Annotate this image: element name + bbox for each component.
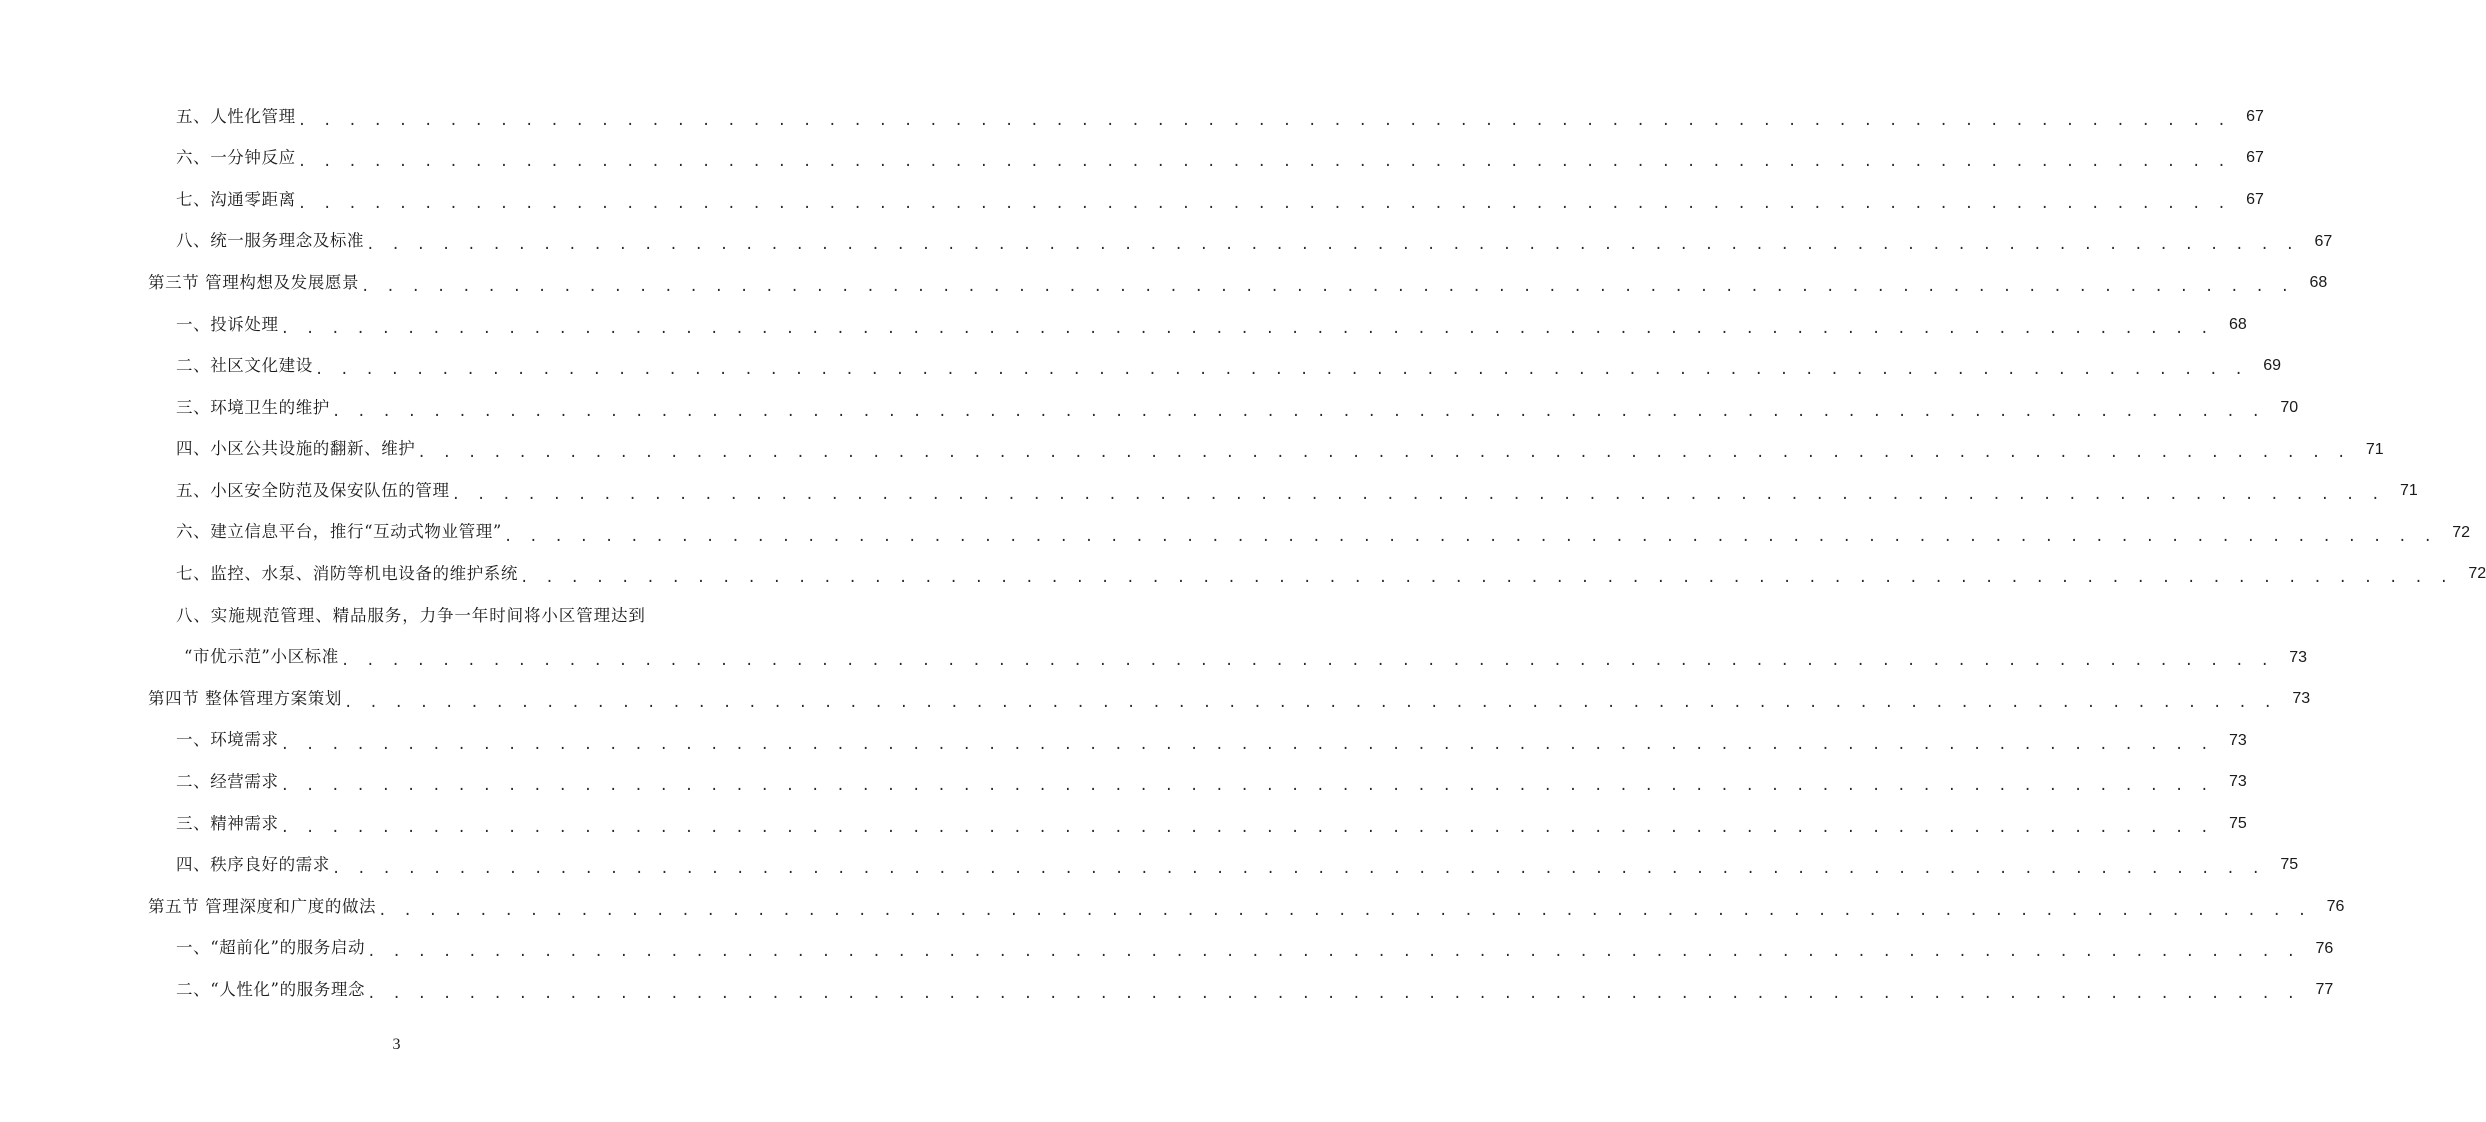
toc-entry-page: 68 xyxy=(2229,315,2247,333)
toc-entry-page: 71 xyxy=(2365,440,2384,458)
toc-entry-label: 一、环境需求 xyxy=(176,730,279,750)
toc-entry-label: 七、沟通零距离 xyxy=(176,189,296,209)
toc-entry[interactable] xyxy=(0,429,2384,471)
toc-dot-leader: . . . . . . . . . . . . . . . . . . . . . . . . . . . . . . . . . . . . . . . . . . . . . . . . . . . . . . . . . . . . . . . . . . . . . . . . . . . . . xyxy=(367,944,2300,961)
toc-entry-label: 五、人性化管理 xyxy=(176,106,296,126)
toc-dot-leader: . . . . . . . . . . . . . . . . . . . . . . . . . . . . . . . . . . . . . . . . . . . . . . . . . . . . . . . . . . . . . . . . . . . . . . . . . . . . . xyxy=(331,403,2265,420)
toc-dot-leader: . . . . . . . . . . . . . . . . . . . . . . . . . . . . . . . . . . . . . . . . . . . . . . . . . . . . . . . . . . . . . . . . . . . . . . . . . . . . . xyxy=(417,445,2350,462)
toc-entry-label: 第三节 管理构想及发展愿景 xyxy=(148,272,360,292)
toc-entry[interactable] xyxy=(0,221,2333,263)
toc-entry-page: 72 xyxy=(2468,565,2486,583)
toc-dot-leader: . . . . . . . . . . . . . . . . . . . . . . . . . . . . . . . . . . . . . . . . . . . . . . . . . . . . . . . . . . . . . . . . . . . . . . . . . . . . . xyxy=(297,112,2230,129)
toc-dot-leader: . . . . . . . . . . . . . . . . . . . . . . . . . . . . . . . . . . . . . . . . . . . . . . . . . . . . . . . . . . . . . . . . . . . . . . . . . . . . . xyxy=(340,653,2274,670)
toc-entry-label: 二、经营需求 xyxy=(176,772,279,792)
toc-entry-page: 73 xyxy=(2292,690,2311,708)
toc-entry[interactable] xyxy=(0,762,2247,804)
toc-entry[interactable] xyxy=(0,512,2471,554)
toc-section-entry[interactable] xyxy=(0,678,2311,720)
toc-entry-label: 一、投诉处理 xyxy=(176,314,279,334)
toc-entry[interactable] xyxy=(0,346,2282,388)
toc-entry-page: 77 xyxy=(2315,981,2334,999)
toc-entry[interactable] xyxy=(0,96,2264,138)
toc-entry-page: 70 xyxy=(2280,398,2299,416)
toc-entry-label: 二、社区文化建设 xyxy=(176,356,313,376)
page-number: 3 xyxy=(392,1036,401,1053)
toc-entry[interactable] xyxy=(0,928,2334,970)
toc-entry-label: 第五节 管理深度和广度的做法 xyxy=(148,896,377,916)
toc-entry-label: 六、建立信息平台，推行“互动式物业管理” xyxy=(176,522,502,542)
toc-entry-label: “市优示范”小区标准 xyxy=(184,647,339,667)
toc-entry-page: 67 xyxy=(2246,149,2264,167)
toc-entry[interactable] xyxy=(0,637,2308,679)
toc-dot-leader: . . . . . . . . . . . . . . . . . . . . . . . . . . . . . . . . . . . . . . . . . . . . . . . . . . . . . . . . . . . . . . . . . . . . . . . . . . . . . xyxy=(367,986,2300,1003)
toc-entry-page: 69 xyxy=(2263,357,2282,375)
toc-dot-leader: . . . . . . . . . . . . . . . . . . . . . . . . . . . . . . . . . . . . . . . . . . . . . . . . . . . . . . . . . . . . . . . . . . . . . . . . . . . . . xyxy=(451,486,2384,503)
toc-entry-page: 67 xyxy=(2314,232,2333,250)
toc-dot-leader: . . . . . . . . . . . . . . . . . . . . . . . . . . . . . . . . . . . . . . . . . . . . . . . . . . . . . . . . . . . . . . . . . . . . . . . . . . . . . xyxy=(297,195,2230,212)
toc-section-entry[interactable] xyxy=(0,262,2328,304)
toc-entry-page: 75 xyxy=(2229,814,2247,832)
toc-dot-leader: . . . . . . . . . . . . . . . . . . . . . . . . . . . . . . . . . . . . . . . . . . . . . . . . . . . . . . . . . . . . . . . . . . . . . . . . . . . . . xyxy=(343,694,2277,711)
toc-entry[interactable] xyxy=(0,803,2247,845)
toc-entry-page: 76 xyxy=(2315,939,2334,957)
toc-dot-leader: . . . . . . . . . . . . . . . . . . . . . . . . . . . . . . . . . . . . . . . . . . . . . . . . . . . . . . . . . . . . . . . . . . . . . . . . . . . . . xyxy=(361,278,2294,295)
toc-entry[interactable] xyxy=(0,554,2486,596)
toc-dot-leader: . . . . . . . . . . . . . . . . . . . . . . . . . . . . . . . . . . . . . . . . . . . . . . . . . . . . . . . . . . . . . . . . . . . . . . . . . . . . . xyxy=(280,819,2213,836)
toc-entry-label: 五、小区安全防范及保安队伍的管理 xyxy=(176,480,450,500)
toc-entry-page: 73 xyxy=(2229,773,2247,791)
toc-entry[interactable] xyxy=(0,138,2264,180)
toc-dot-leader: . . . . . . . . . . . . . . . . . . . . . . . . . . . . . . . . . . . . . . . . . . . . . . . . . . . . . . . . . . . . . . . . . . . . . . . . . . . . . xyxy=(331,861,2265,878)
toc-entry[interactable] xyxy=(0,304,2247,346)
toc-entry-page: 73 xyxy=(2289,648,2308,666)
toc-entry-label: 三、精神需求 xyxy=(176,813,279,833)
toc-entry[interactable] xyxy=(0,179,2264,221)
toc-entry-page: 73 xyxy=(2229,731,2247,749)
toc-entry-page: 67 xyxy=(2246,190,2264,208)
toc-entry-label: 七、监控、水泵、消防等机电设备的维护系统 xyxy=(176,564,518,584)
toc-entry-page: 71 xyxy=(2400,482,2418,500)
toc-dot-leader: . . . . . . . . . . . . . . . . . . . . . . . . . . . . . . . . . . . . . . . . . . . . . . . . . . . . . . . . . . . . . . . . . . . . . . . . . . . . . xyxy=(297,154,2230,171)
toc-dot-leader: . . . . . . . . . . . . . . . . . . . . . . . . . . . . . . . . . . . . . . . . . . . . . . . . . . . . . . . . . . . . . . . . . . . . . . . . . . . . . xyxy=(503,528,2437,545)
toc-entry[interactable] xyxy=(0,470,2418,512)
toc-dot-leader: . . . . . . . . . . . . . . . . . . . . . . . . . . . . . . . . . . . . . . . . . . . . . . . . . . . . . . . . . . . . . . . . . . . . . . . . . . . . . xyxy=(520,570,2453,587)
toc-entry-page: 76 xyxy=(2326,898,2345,916)
toc-entry-page: 72 xyxy=(2452,523,2471,541)
toc-entry-label: 一、“超前化”的服务启动 xyxy=(176,938,366,958)
toc-entry[interactable] xyxy=(0,595,793,637)
toc-entry[interactable] xyxy=(0,969,2334,1011)
toc-entry-page: 75 xyxy=(2280,856,2299,874)
toc-dot-leader: . . . . . . . . . . . . . . . . . . . . . . . . . . . . . . . . . . . . . . . . . . . . . . . . . . . . . . . . . . . . . . . . . . . . . . . . . . . . . xyxy=(314,362,2248,379)
toc-dot-leader: . . . . . . . . . . . . . . . . . . . . . . . . . . . . . . . . . . . . . . . . . . . . . . . . . . . . . . . . . . . . . . . . . . . . . . . . . . . . . xyxy=(280,736,2213,753)
toc-entry-label: 六、一分钟反应 xyxy=(176,148,296,168)
toc-entry-label: 二、“人性化”的服务理念 xyxy=(176,980,366,1000)
toc-entry-label: 三、环境卫生的维护 xyxy=(176,397,330,417)
toc-entry-page: 67 xyxy=(2246,107,2264,125)
toc-dot-leader: . . . . . . . . . . . . . . . . . . . . . . . . . . . . . . . . . . . . . . . . . . . . . . . . . . . . . . . . . . . . . . . . . . . . . . . . . . . . . xyxy=(280,320,2213,337)
toc-entry-label: 第四节 整体管理方案策划 xyxy=(148,688,342,708)
toc-entry-label: 八、统一服务理念及标准 xyxy=(176,231,365,251)
toc-entry-label: 四、小区公共设施的翻新、维护 xyxy=(176,439,416,459)
toc-entry-label: 八、实施规范管理、精品服务，力争一年时间将小区管理达到 xyxy=(176,605,646,625)
toc-entry-page: 68 xyxy=(2309,274,2328,292)
toc-section-entry[interactable] xyxy=(0,886,2345,928)
toc-entry[interactable] xyxy=(0,720,2247,762)
table-of-contents xyxy=(0,96,2486,1011)
toc-dot-leader: . . . . . . . . . . . . . . . . . . . . . . . . . . . . . . . . . . . . . . . . . . . . . . . . . . . . . . . . . . . . . . . . . . . . . . . . . . . . . xyxy=(366,237,2299,254)
toc-dot-leader: . . . . . . . . . . . . . . . . . . . . . . . . . . . . . . . . . . . . . . . . . . . . . . . . . . . . . . . . . . . . . . . . . . . . . . . . . . . . . xyxy=(378,902,2311,919)
toc-entry[interactable] xyxy=(0,387,2299,429)
toc-dot-leader: . . . . . . . . . . . . . . . . . . . . . . . . . . . . . . . . . . . . . . . . . . . . . . . . . . . . . . . . . . . . . . . . . . . . . . . . . . . . . xyxy=(280,778,2213,795)
toc-entry[interactable] xyxy=(0,845,2299,887)
toc-entry-label: 四、秩序良好的需求 xyxy=(176,855,330,875)
